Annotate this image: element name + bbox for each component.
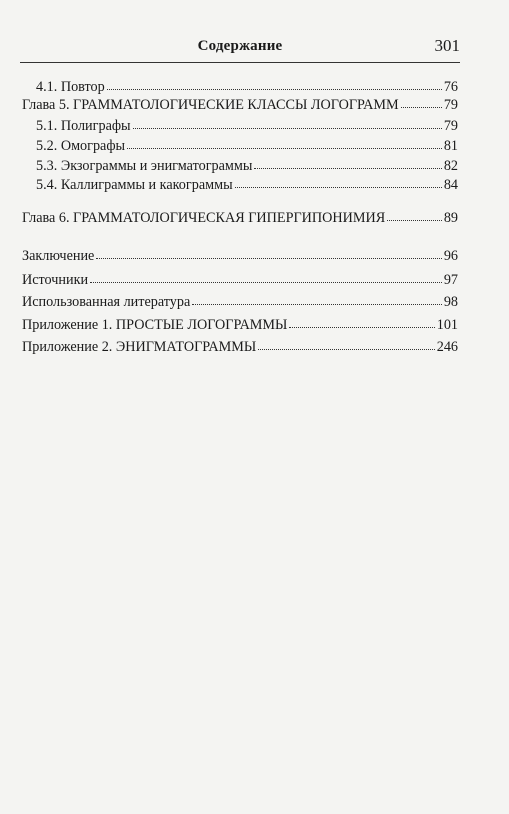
toc-entry (22, 338, 458, 356)
toc-entry-label: 5.1. Полиграфы (36, 118, 131, 134)
toc-leader-dots (133, 116, 442, 129)
toc-entry-label: 5.2. Омографы (36, 138, 126, 154)
toc-leader-dots (387, 208, 442, 221)
toc-entry-label: Использованная литература (22, 294, 191, 310)
toc-entry-label: Приложение 2. ЭНИГМАТОГРАММЫ (22, 339, 257, 355)
toc-entry-page: 79 (443, 118, 458, 134)
toc-leader-dots (254, 156, 441, 169)
toc-entry-page: 89 (443, 210, 458, 226)
header-title: Содержание (197, 38, 283, 54)
toc-entry (22, 271, 458, 289)
toc-entry-page: 79 (443, 97, 458, 113)
toc-entry-page: 81 (443, 138, 458, 154)
toc-entry (36, 78, 458, 96)
toc-entry (36, 137, 458, 155)
running-header (20, 36, 460, 58)
toc-entry-page: 82 (443, 158, 458, 174)
toc-entry-label: 5.4. Каллиграммы и какограммы (36, 177, 233, 193)
toc-entry (22, 96, 458, 114)
toc-leader-dots (107, 77, 442, 90)
toc-entry-label: 5.3. Экзограммы и энигматограммы (36, 158, 253, 174)
toc-leader-dots (90, 270, 442, 283)
toc-entry-page: 76 (443, 79, 458, 95)
toc-entry-label: Глава 6. ГРАММАТОЛОГИЧЕСКАЯ ГИПЕРГИПОНИМИЯ (22, 210, 386, 226)
toc-entry-page: 84 (443, 177, 458, 193)
toc-leader-dots (258, 337, 435, 350)
toc-entry-page: 98 (443, 294, 458, 310)
toc-entry-page: 97 (443, 272, 458, 288)
toc-leader-dots (96, 246, 441, 259)
toc-entry (22, 316, 458, 334)
toc-entry (36, 176, 458, 194)
toc-entry (36, 157, 458, 175)
toc-entry-label: Источники (22, 272, 89, 288)
toc-leader-dots (127, 136, 442, 149)
toc-entry-label: Приложение 1. ПРОСТЫЕ ЛОГОГРАММЫ (22, 317, 288, 333)
toc-entry (36, 117, 458, 135)
toc-leader-dots (289, 315, 434, 328)
toc-entry-page: 96 (443, 248, 458, 264)
toc-entry-page: 101 (436, 317, 458, 333)
toc-entry-label: Глава 5. ГРАММАТОЛОГИЧЕСКИЕ КЛАССЫ ЛОГОГРАММ (22, 97, 399, 113)
toc-entry-label: 4.1. Повтор (36, 79, 105, 95)
toc-entry-page: 246 (436, 339, 458, 355)
header-rule (20, 62, 460, 63)
toc-entry (22, 209, 458, 227)
page-number: 301 (434, 36, 460, 55)
toc-leader-dots (235, 175, 442, 188)
toc-entry (22, 293, 458, 311)
toc-leader-dots (192, 292, 442, 305)
toc-leader-dots (401, 95, 442, 108)
toc-entry-label: Заключение (22, 248, 95, 264)
toc-entry (22, 247, 458, 265)
